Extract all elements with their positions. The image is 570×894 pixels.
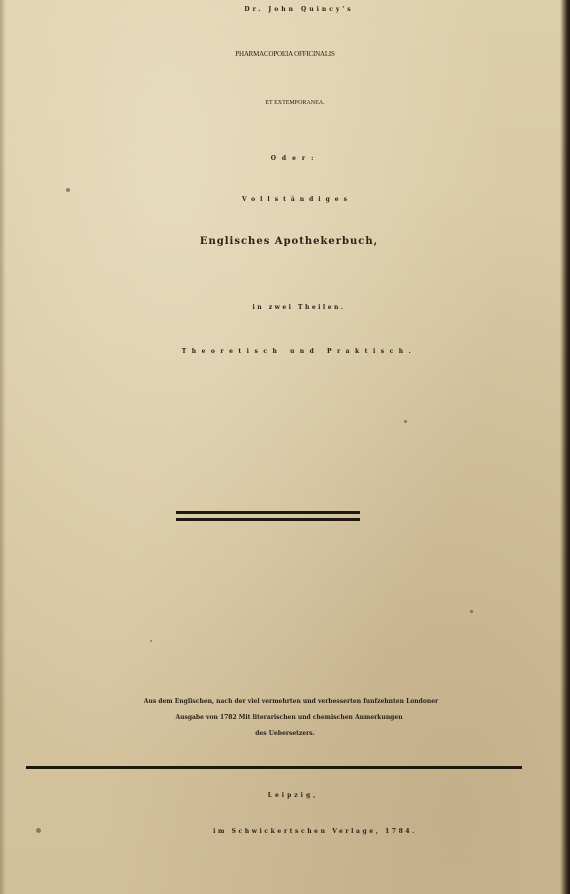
foxing-speck	[404, 420, 407, 423]
foxing-speck	[66, 188, 70, 192]
note-line-3: des Uebersetzers.	[255, 730, 315, 737]
oder-line: Oder:	[270, 155, 320, 162]
foxing-speck	[470, 610, 473, 613]
vollstandiges-line: Vollständiges	[242, 196, 352, 203]
foxing-speck	[36, 828, 41, 833]
foxing-speck	[150, 640, 152, 642]
place-line: Leipzig,	[267, 792, 319, 799]
double-rule-divider	[176, 511, 360, 521]
title-line-1: PHARMACOPOEIA OFFICINALIS	[235, 50, 335, 58]
title-line-2: ET EXTEMPORANEA.	[265, 100, 325, 106]
note-line-2: Ausgabe von 1782 Mit literarischen und chemischen Anmerkungen	[175, 714, 403, 721]
in-zwei-theilen-line: in zwei Theilen.	[252, 304, 346, 311]
main-title: Englisches Apothekerbuch,	[199, 236, 379, 247]
page-right-edge	[560, 0, 570, 894]
author-line: Dr. John Quincy's	[244, 6, 354, 13]
imprint-line: im Schwickertschen Verlage, 1784.	[213, 828, 417, 835]
note-line-1: Aus dem Englischen, nach der viel vermehrten und verbesserten funfzehnten Londoner	[143, 698, 439, 705]
single-rule-divider	[26, 766, 522, 769]
theoretisch-line: Theoretisch und Praktisch.	[181, 348, 417, 355]
page-left-edge	[0, 0, 6, 894]
